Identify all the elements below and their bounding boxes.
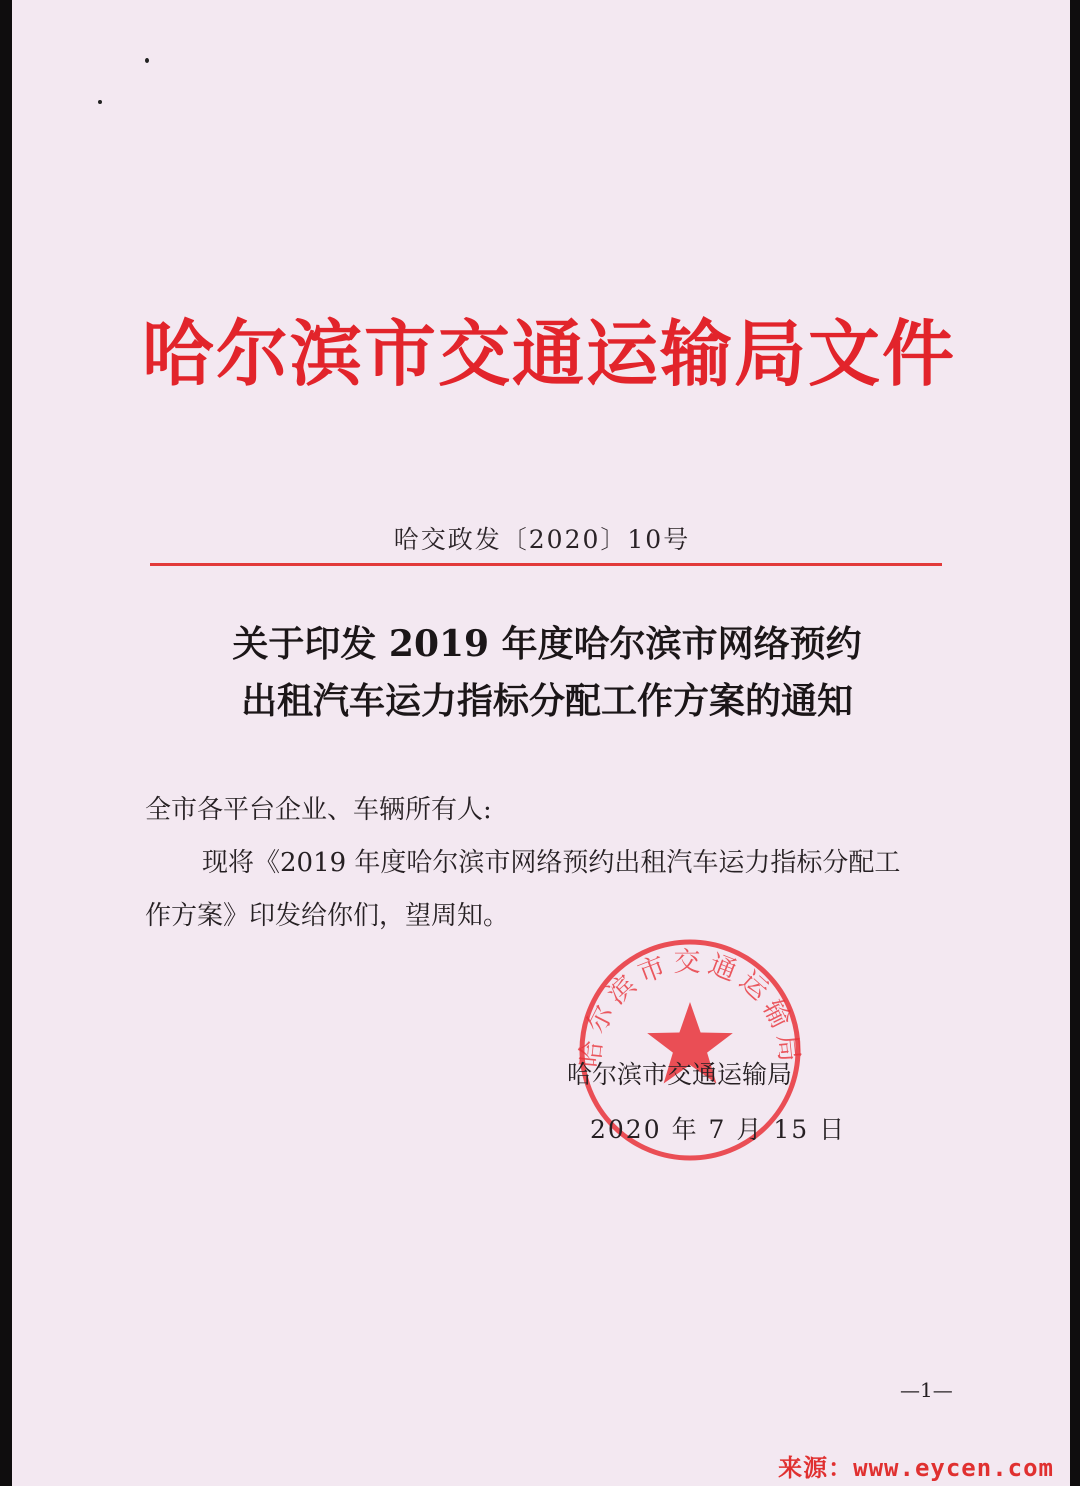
scan-speck [145, 58, 149, 63]
document-title-line-1: 关于印发 2019 年度哈尔滨市网络预约 [232, 623, 862, 665]
body-paragraph-line-1: 现将《2019 年度哈尔滨市网络预约出租汽车运力指标分配工 [202, 848, 901, 878]
red-separator-line [150, 563, 942, 566]
source-watermark: 来源：www.eycen.com [778, 1454, 1054, 1482]
document-header-title: 哈尔滨市交通运输局文件 [142, 311, 957, 396]
signature-organization: 哈尔滨市交通运输局 [567, 1060, 793, 1089]
document-page [12, 0, 1070, 1486]
document-title-line-2: 出租汽车运力指标分配工作方案的通知 [240, 680, 853, 722]
seal-text: 哈尔滨市交通运输局 [574, 947, 806, 1070]
body-paragraph-line-2: 作方案》印发给你们，望周知。 [145, 901, 510, 931]
signature-date: 2020 年 7 月 15 日 [590, 1115, 847, 1144]
addressee-line: 全市各平台企业、车辆所有人: [145, 795, 492, 825]
scan-speck [98, 100, 102, 104]
document-number: 哈交政发〔2020〕10号 [393, 525, 691, 554]
page-number: —1— [900, 1378, 953, 1402]
